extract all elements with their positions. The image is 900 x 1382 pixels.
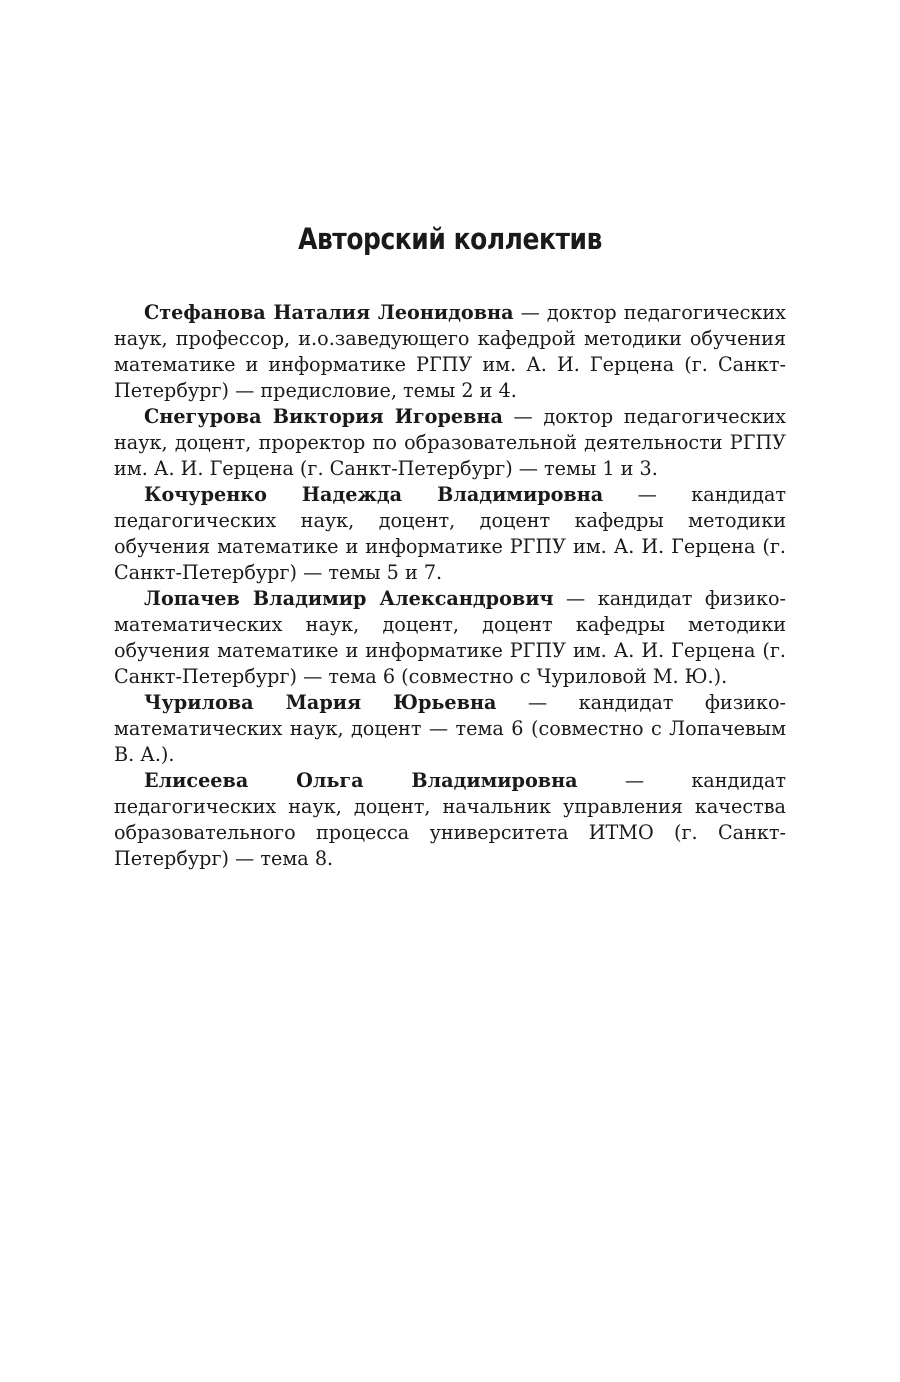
page-title: Авторский коллектив — [298, 222, 602, 256]
author-description: — кандидат педагогических наук, доцент, начальник управления качества образовательного процесса университета ИТМО (г. Санкт-Петербург) — тема 8. — [114, 769, 787, 870]
author-list — [114, 300, 786, 872]
author-description: — кандидат педагогических наук, доцент, доцент кафедры методики обучения математике и информатике РГПУ им. А. И. Герцена (г. Санкт-Петербург) — темы 5 и 7. — [114, 483, 786, 584]
author-entry — [114, 482, 786, 586]
author-description: — доктор педагогических наук, доцент, проректор по образовательной деятельности РГПУ им. А. И. Герцена (г. Санкт-Петербург) — темы 1 и 3. — [114, 405, 786, 480]
author-entry — [114, 404, 786, 482]
document-page — [114, 215, 786, 872]
author-name: Кочуренко Надежда Владимировна — [144, 483, 604, 506]
author-entry — [114, 768, 786, 872]
author-description: — кандидат физико-математических наук, доцент — тема 6 (совместно с Лопачевым В. А.). — [114, 691, 786, 766]
author-name: Лопачев Владимир Александрович — [144, 587, 554, 610]
author-description: — кандидат физико-математических наук, доцент, доцент кафедры методики обучения математике и информатике РГПУ им. А. И. Герцена (г. Санкт-Петербург) — тема 6 (совместно с Чуриловой М. Ю.). — [114, 587, 786, 688]
author-name: Стефанова Наталия Леонидовна — [144, 301, 514, 324]
author-entry — [114, 690, 786, 768]
author-name: Снегурова Виктория Игоревна — [144, 405, 503, 428]
author-entry — [114, 300, 786, 404]
author-name: Елисеева Ольга Владимировна — [144, 769, 578, 792]
author-entry — [114, 586, 786, 690]
author-description: — доктор педагогических наук, профессор, и.о.заведующего кафедрой методики обучения математике и информатике РГПУ им. А. И. Герцена (г. Санкт-Петербург) — предисловие, темы 2 и 4. — [114, 301, 786, 402]
author-name: Чурилова Мария Юрьевна — [144, 691, 497, 714]
